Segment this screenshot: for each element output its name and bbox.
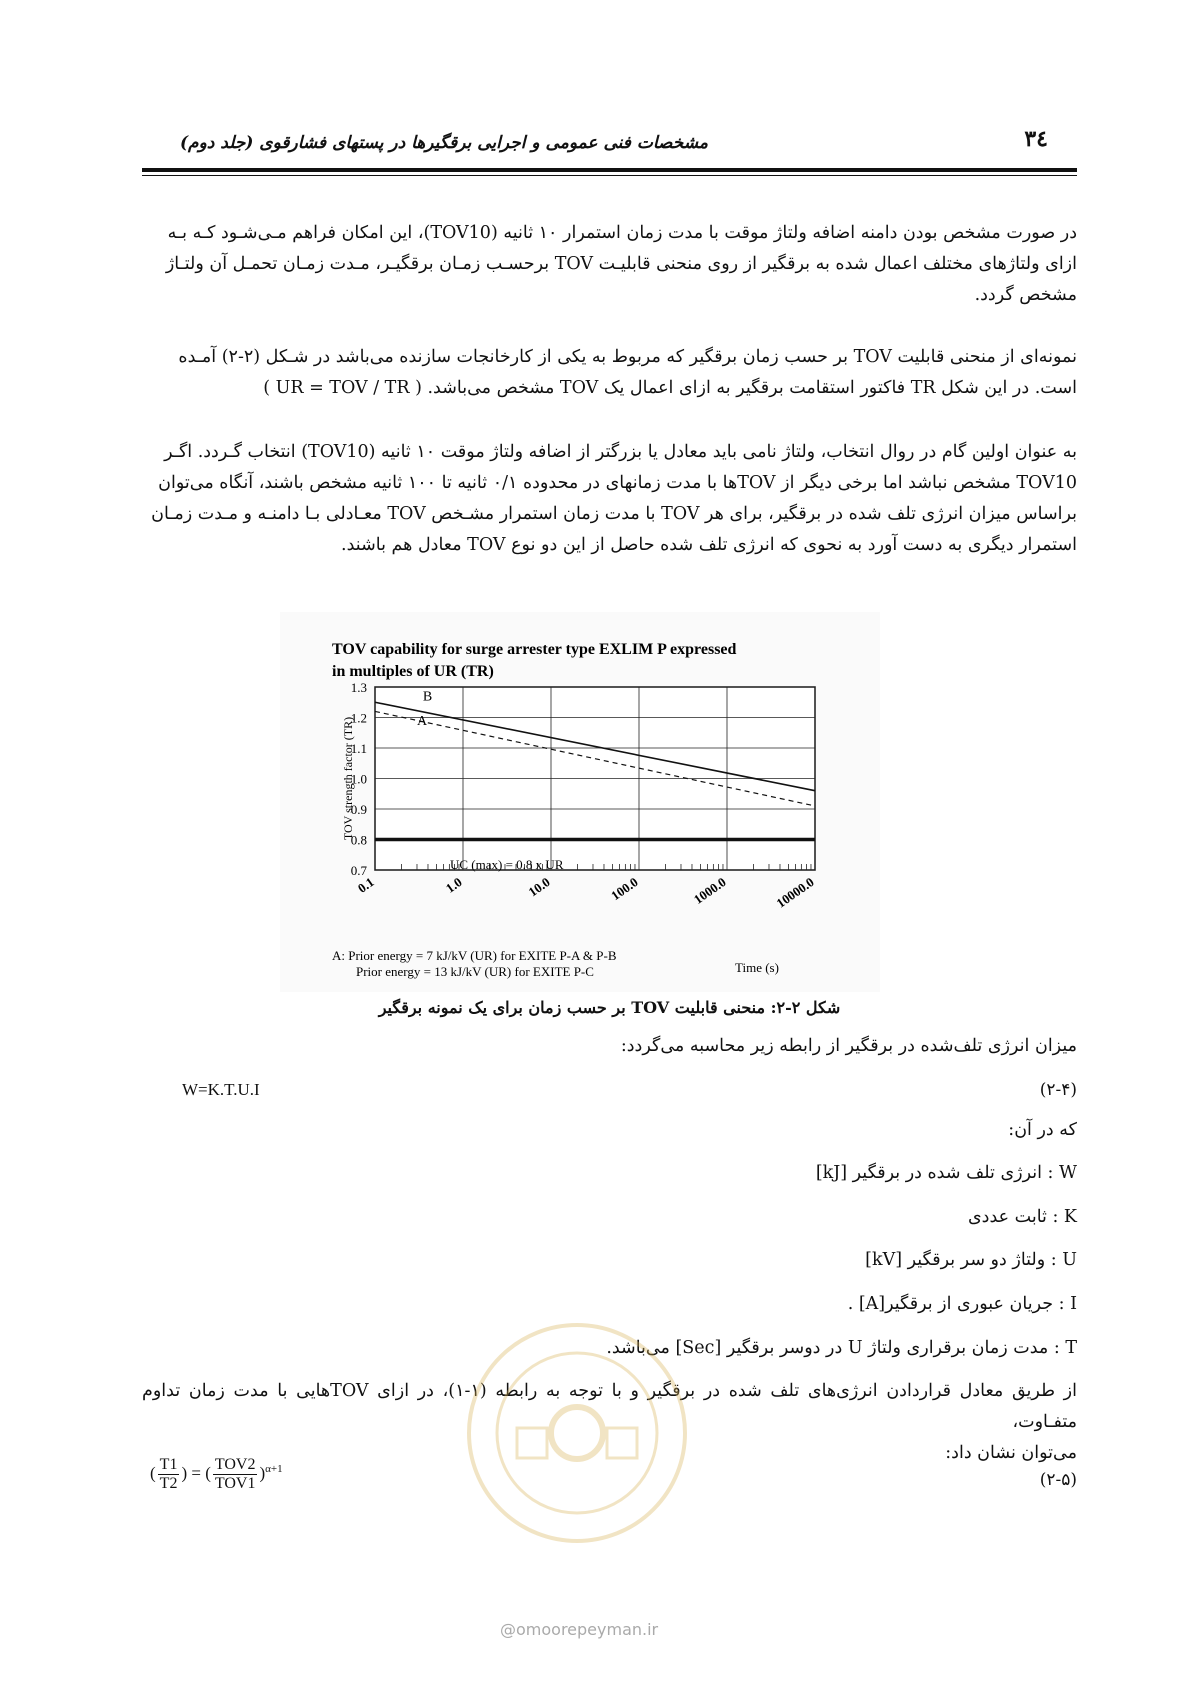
chart-footnote-1: A: Prior energy = 7 kJ/kV (UR) for EXITE P-A & P-B <box>332 948 617 963</box>
eq5-tov2: TOV2 <box>214 1456 256 1473</box>
paragraph-line: به عنوان اولین گام در روال انتخاب، ولتاژ نامی باید معادل یا بزرگتر از اضافه ولتاژ موقت ۱۰ ثانیه (TOV10) انتخاب گـردد. اگـر <box>164 442 1077 462</box>
chart-y-tick-label: 1.3 <box>350 680 367 695</box>
equation-5-formula: ( $\frac{T1}{T2}$ ) = ( $\frac{\text{TOV2}}{\text{TOV1}}$ )$^{\alpha+1}$ <box>150 1456 283 1492</box>
paragraph-line: ازای ولتاژهای مختلف اعمال شده به برقگیر از روی منحنی قابلیـت TOV برحسـب زمـان برقگیـر، مـدت زمـان تحمـل آن ولتـاژ <box>165 254 1077 274</box>
chart-footnote-2: Prior energy = 13 kJ/kV (UR) for EXITE P-C <box>356 964 594 979</box>
chart-y-tick-label: 0.8 <box>350 832 367 848</box>
paragraph-2 <box>142 342 1077 404</box>
chart-x-tick-label: 10000.0 <box>773 874 817 911</box>
page-number: ۳٤ <box>1024 126 1048 152</box>
chart-y-tick-label: 1.1 <box>350 741 367 756</box>
def-k: K : ثابت عددی <box>967 1207 1077 1227</box>
def-t: T : مدت زمان برقراری ولتاژ U در دوسر برقگیر [Sec] می‌باشد. <box>606 1338 1077 1358</box>
equation-5-number: (۲-۵) <box>1039 1470 1077 1490</box>
header-rule-thick <box>142 168 1077 172</box>
chart-y-tick-label: 0.9 <box>350 802 367 817</box>
watermark-site: @omoorepeyman.ir <box>500 1620 659 1639</box>
header-rule-thin <box>142 175 1077 176</box>
chart-title-line-2: in multiples of UR (TR) <box>332 663 494 680</box>
equation-4-number: (۲-۴) <box>1039 1080 1077 1100</box>
tov-capability-figure <box>280 612 880 992</box>
paragraph-line: می‌توان نشان داد: <box>945 1443 1077 1463</box>
eq5-exponent: α+1 <box>265 1462 283 1475</box>
paragraph-1 <box>142 218 1077 311</box>
chart-x-tick-label: 0.1 <box>354 874 377 896</box>
chart-y-tick-label: 1.0 <box>350 771 367 787</box>
watermark-seal-icon <box>462 1318 692 1548</box>
energy-intro: میزان انرژی تلف‌شده در برقگیر از رابطه زیر محاسبه می‌گردد: <box>620 1036 1077 1056</box>
eq5-tov1: TOV1 <box>214 1475 256 1492</box>
chart-x-axis-label: Time (s) <box>735 960 779 975</box>
running-header-title: مشخصات فنی عمومی و اجرایی برقگیرها در پستهای فشارقوی (جلد دوم) <box>180 133 709 153</box>
chart-title-line-1: TOV capability for surge arrester type EXLIM P expressed <box>332 641 737 658</box>
paragraph-line: مشخص گردد. <box>974 285 1077 305</box>
eq5-t1: T1 <box>159 1456 178 1473</box>
eq5-t2: T2 <box>159 1475 178 1492</box>
chart-x-tick-label: 1000.0 <box>690 874 729 907</box>
def-i: I : جریان عبوری از برقگیر[A] . <box>847 1294 1077 1314</box>
paragraph-3 <box>142 437 1077 561</box>
chart-x-tick-label: 1.0 <box>442 874 465 896</box>
equation-4-formula: W=K.T.U.I <box>182 1080 260 1099</box>
where-label: که در آن: <box>1008 1120 1077 1140</box>
figure-caption: شکل ۲-۲: منحنی قابلیت TOV بر حسب زمان برای یک نمونه برقگیر <box>378 998 841 1017</box>
paragraph-line: استمرار دیگری به دست آورد به نحوی که انرژی تلف شده حاصل از این دو نوع TOV معادل هم باشند. <box>341 535 1077 555</box>
def-w: W : انرژی تلف شده در برقگیر [kJ] <box>815 1163 1077 1183</box>
series-label-b: B <box>422 689 433 705</box>
tov-chart <box>280 612 880 992</box>
chart-y-tick-label: 0.7 <box>350 863 367 878</box>
paragraph-line: نمونه‌ای از منحنی قابلیت TOV بر حسب زمان برقگیر که مربوط به یکی از کارخانجات سازنده می‌باشد در شـکل (۲-۲) آمـده <box>178 347 1077 367</box>
chart-y-axis-label: TOV strength factor (TR) <box>341 716 355 841</box>
series-label-a: A <box>416 714 428 730</box>
chart-x-tick-label: 100.0 <box>608 874 641 904</box>
def-u: U : ولتاژ دو سر برقگیر [kV] <box>865 1250 1077 1270</box>
paragraph-line: در صورت مشخص بودن دامنه اضافه ولتاژ موقت با مدت زمان استمرار ۱۰ ثانیه (TOV10)، این امکان فراهم مـی‌شـود کـه بـه <box>167 223 1077 243</box>
chart-y-tick-label: 1.2 <box>350 710 367 726</box>
paragraph-line: TOV10 مشخص نباشد اما برخی دیگر از TOVها با مدت زمانهای در محدوده ۰/۱ ثانیه تا ۱۰۰ ثانیه مشخص باشند، آنگاه می‌توان <box>158 473 1077 493</box>
chart-x-tick-label: 10.0 <box>525 874 553 900</box>
paragraph-line: براساس میزان انرژی تلف شده در برقگیر، برای هر TOV با مدت زمان استمرار مشـخص TOV معـادلی بـا دامنـه و مـدت زمـان <box>151 504 1077 524</box>
paragraph-line: است. در این شکل TR فاکتور استقامت برقگیر به ازای اعمال یک TOV مشخص می‌باشد. ( UR = TOV / TR ) <box>263 378 1077 398</box>
paragraph-line: از طریق معادل قراردادن انرژی‌های تلف شده در برقگیر و با توجه به رابطه (۱-۱)، در ازای TOVهایی با مدت زمان تداوم متفـاوت، <box>142 1381 1077 1432</box>
chart-uc-annotation: UC (max) = 0.8 x UR <box>450 857 564 872</box>
